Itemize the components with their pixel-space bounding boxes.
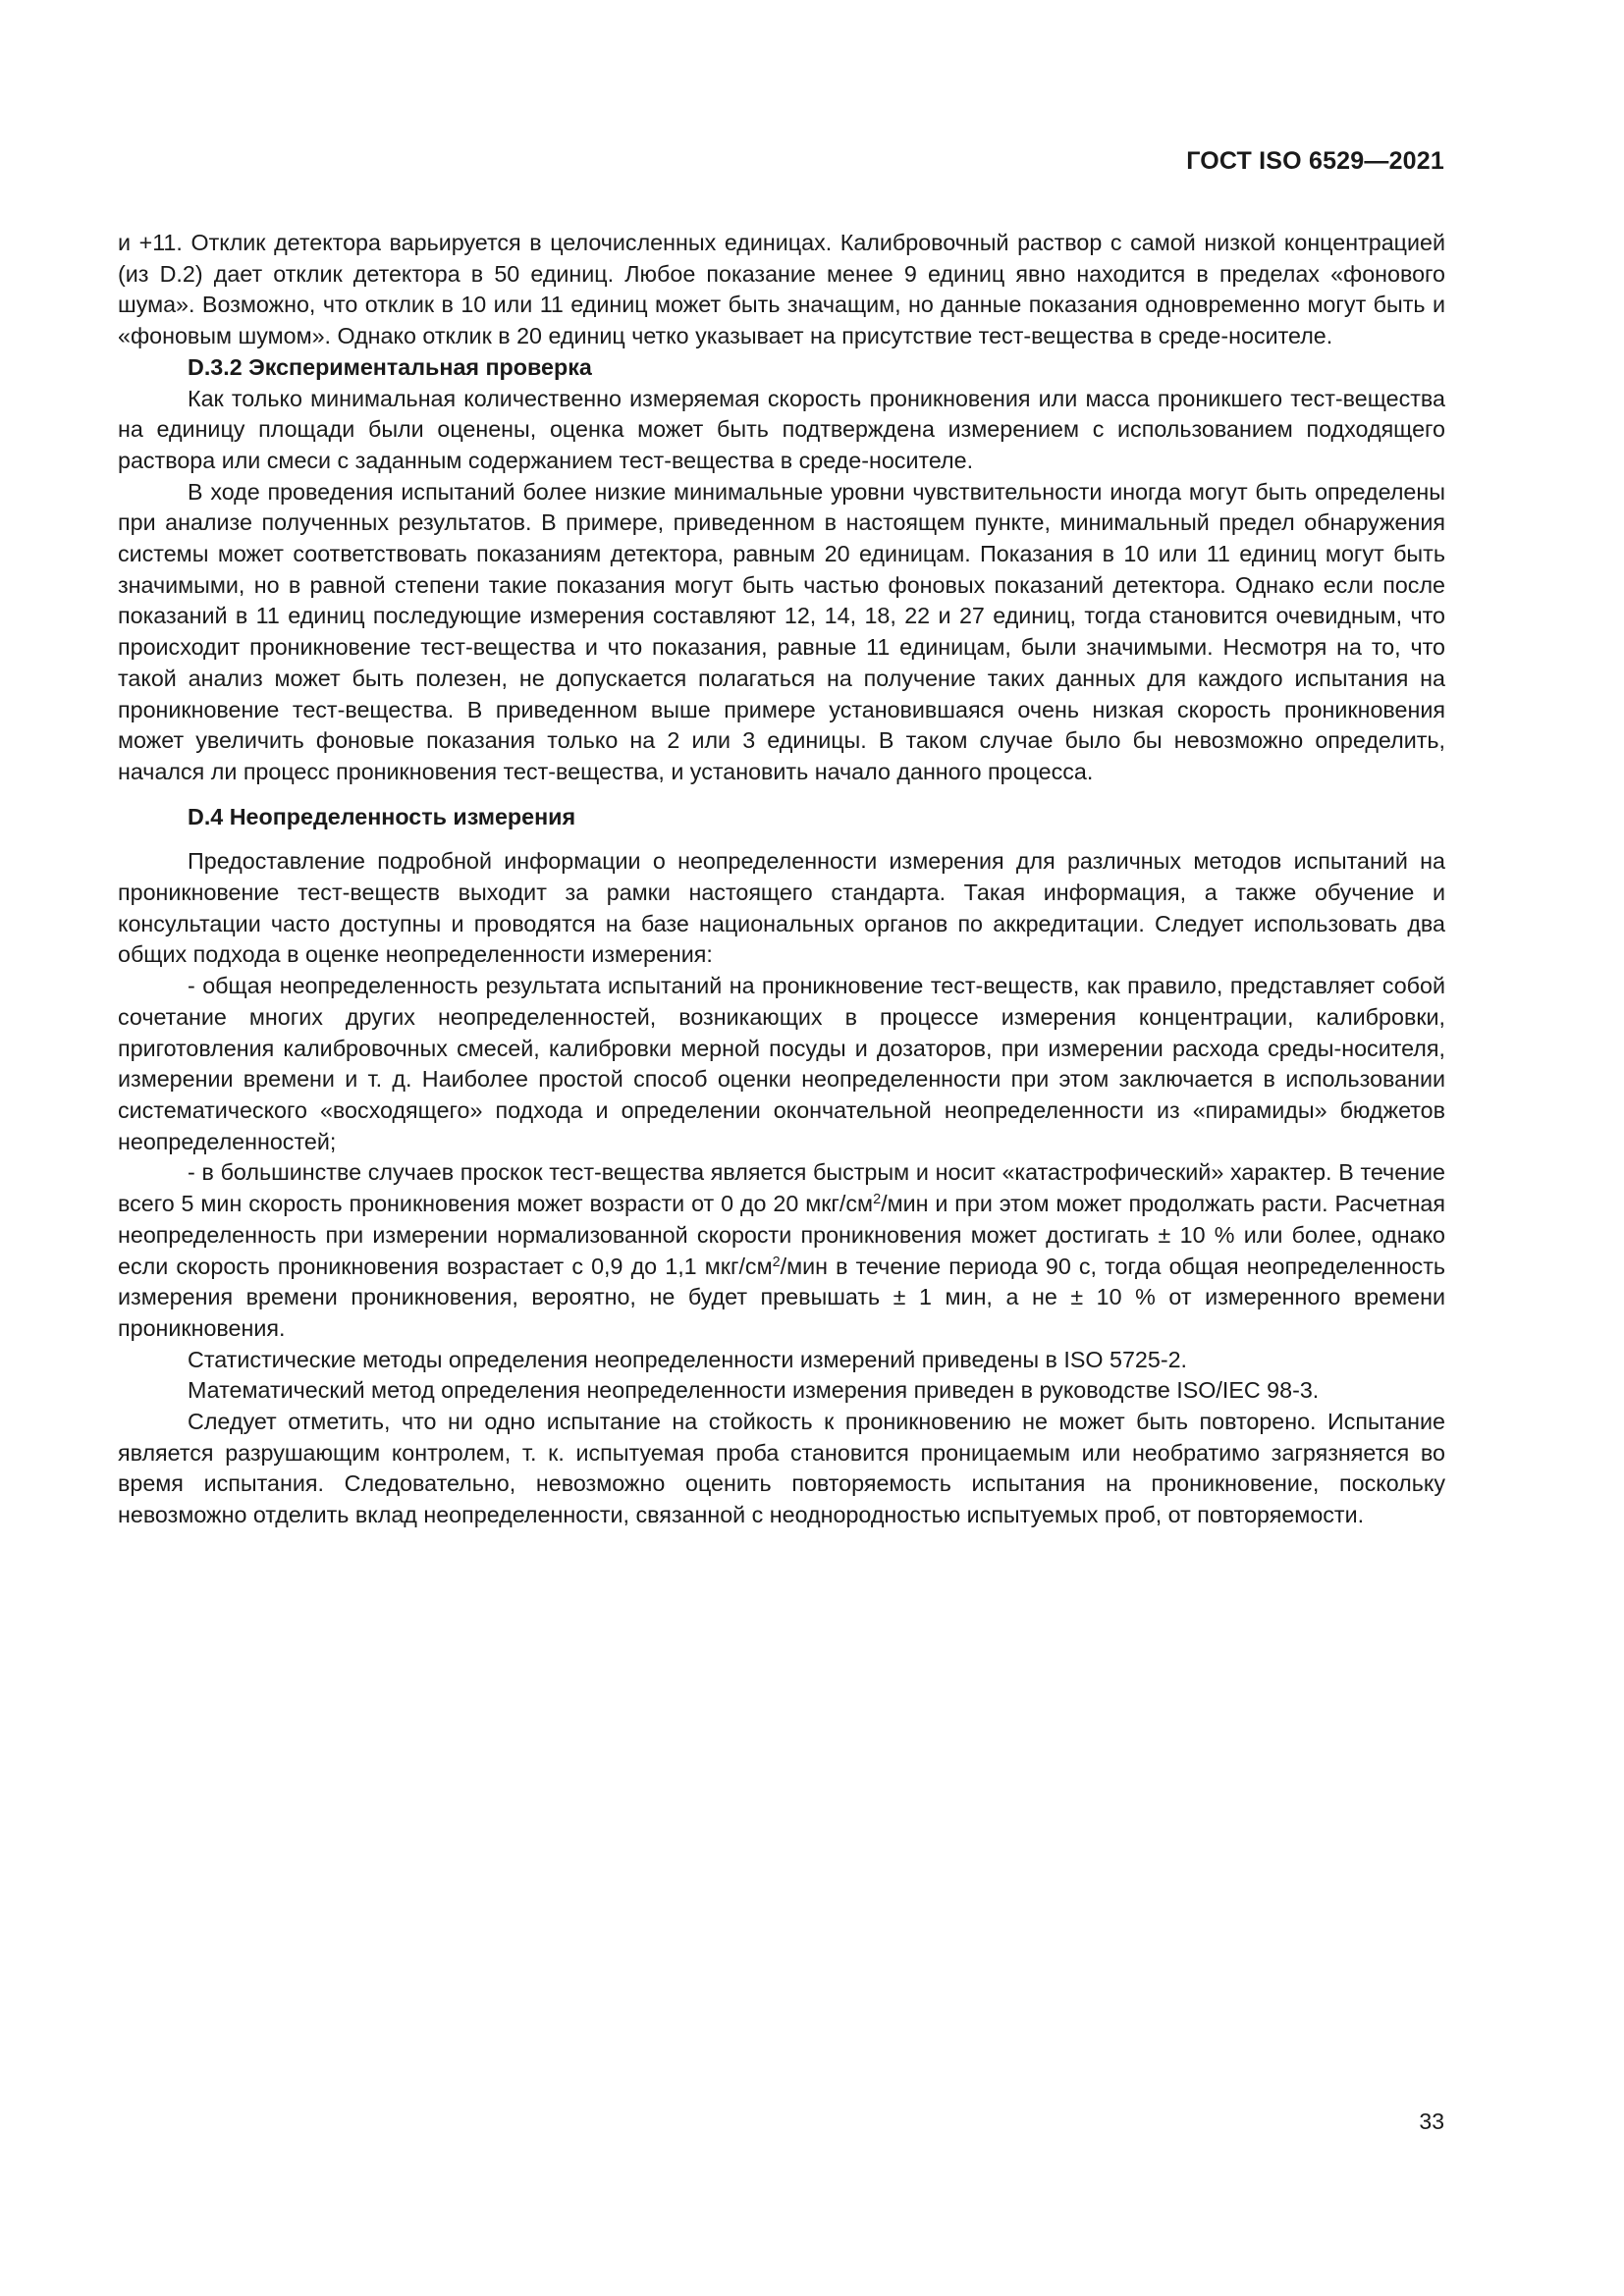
paragraph: Следует отметить, что ни одно испытание на стойкость к проникновению не может быть повторено. Испытание является разрушающим контролем, т. к. испытуемая проба становится проницаемым или необратимо загрязняется во время испытания. Следовательно, невозможно оценить повторяемость испытания на проникновение, поскольку невозможно отделить вклад неопределенности, связанной с неоднородностью испытуемых проб, от повторяемости. [118,1409,1445,1528]
superscript: 2 [873,1192,882,1208]
page-number: 33 [1419,2109,1444,2134]
text-run: - в большинстве случаев проскок тест-вещества является быстрым и носит «катастрофический» характер. В течение всего 5 мин скорость проникновения может возрасти от 0 до 20 мкг/см [118,1159,1445,1217]
page-body [118,228,1445,1531]
list-item: - общая неопределенность результата испытаний на проникновение тест-веществ, как правило, представляет собой сочетание многих других неопределенностей, возникающих в процессе измерения концентрации, калибровки, приготовления калибровочных смесей, калибровки мерной посуды и дозаторов, при измерении расхода среды-носителя, измерении времени и т. д. Наиболее простой способ оценки неопределенности при этом заключается в использовании систематического «восходящего» подхода и определении окончательной неопределенности из «пирамиды» бюджетов неопределенностей; [118,973,1445,1154]
paragraph: Предоставление подробной информации о неопределенности измерения для различных методов испытаний на проникновение тест-веществ выходит за рамки настоящего стандарта. Такая информация, а также обучение и консультации часто доступны и проводятся на базе национальных органов по аккредитации. Следует использовать два общих подхода в оценке неопределенности измерения: [118,848,1445,968]
section-heading-d4: D.4 Неопределенность измерения [188,803,576,829]
paragraph: В ходе проведения испытаний более низкие минимальные уровни чувствительности иногда могут быть определены при анализе полученных результатов. В примере, приведенном в настоящем пункте, минимальный предел обнаружения системы может соответствовать показаниям детектора, равным 20 единицам. Показания в 10 или 11 единиц могут быть значимыми, но в равной степени такие показания могут быть частью фоновых показаний детектора. Однако если после показаний в 11 единиц последующие измерения составляют 12, 14, 18, 22 и 27 единиц, тогда становится очевидным, что происходит проникновение тест-вещества и что показания, равные 11 единицам, были значимыми. Несмотря на то, что такой анализ может быть полезен, не допускается полагаться на получение таких данных для каждого испытания на проникновение тест-вещества. В приведенном выше примере установившаяся очень низкая скорость проникновения может увеличить фоновые показания только на 2 или 3 единицы. В таком случае было бы невозможно определить, начался ли процесс проникновения тест-вещества, и установить начало данного процесса. [118,478,1445,784]
text-run: /мин в течение периода 90 с, тогда общая неопределенность измерения времени проникновения, вероятно, не будет превышать ± 1 мин, а не ± 10 % от измеренного времени проникновения. [118,1253,1446,1341]
superscript: 2 [772,1254,781,1270]
paragraph: Статистические методы определения неопределенности измерений приведены в ISO 5725-2. [188,1346,1188,1372]
paragraph: Как только минимальная количественно измеряемая скорость проникновения или масса проникшего тест-вещества на единицу площади были оценены, оценка может быть подтверждена измерением с использованием подходящего раствора или смеси с заданным содержанием тест-вещества в среде-носителе. [118,385,1445,473]
section-heading-d32: D.3.2 Экспериментальная проверка [188,353,592,380]
list-item [118,1157,1445,1344]
standard-code-header: ГОСТ ISO 6529—2021 [1186,147,1444,175]
paragraph: Математический метод определения неопределенности измерения приведен в руководстве ISO/IEC 98-3. [188,1377,1320,1404]
text-run: /мин и при этом может продолжать расти. Расчетная неопределенность при измерении нормализованной скорости проникновения может достигать ± 10 % или более, однако если скорость проникновения возрастает с 0,9 до 1,1 мкг/см [118,1191,1446,1279]
continuation-paragraph: и +11. Отклик детектора варьируется в целочисленных единицах. Калибровочный раствор с самой низкой концентрацией (из D.2) дает отклик детектора в 50 единиц. Любое показание менее 9 единиц явно находится в пределах «фонового шума». Возможно, что отклик в 10 или 11 единиц может быть значащим, но данные показания одновременно могут быть и «фоновым шумом». Однако отклик в 20 единиц четко указывает на присутствие тест-вещества в среде-носителе. [118,230,1445,349]
